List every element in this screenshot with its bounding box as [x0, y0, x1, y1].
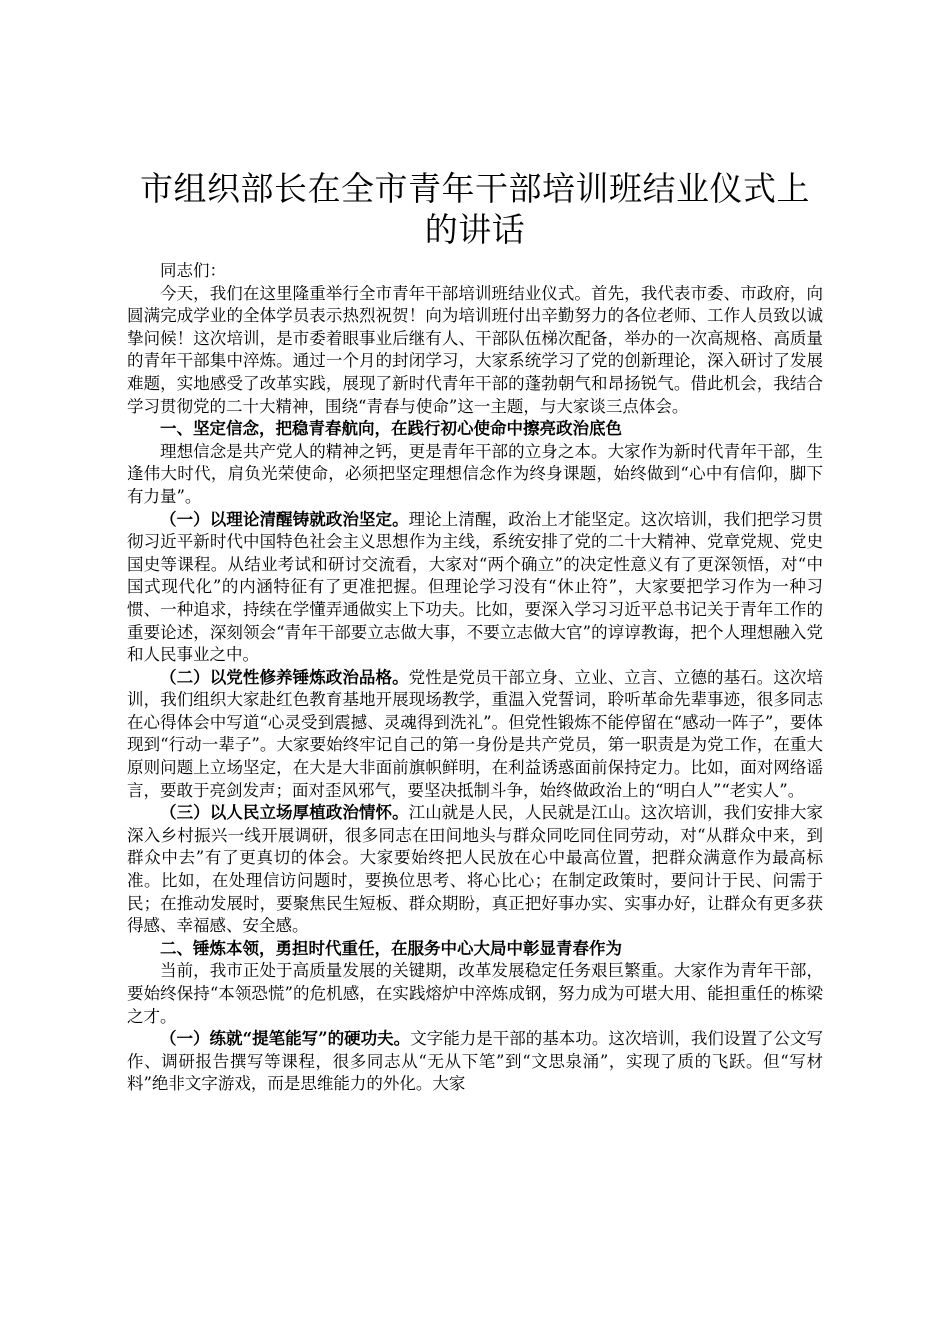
section-1-heading: 一、坚定信念，把稳青春航向，在践行初心使命中擦亮政治底色	[160, 419, 622, 439]
section-2-intro: 当前，我市正处于高质量发展的关键期，改革发展稳定任务艰巨繁重。大家作为青年干部，要始终保持“本领恐慌”的危机感，在实践熔炉中淬炼成钢，努力成为可堪大用、能担重任的栋梁之才。	[127, 961, 823, 1026]
section-1-paragraph-2-text: 党性是党员干部立身、立业、立言、立德的基石。这次培训，我们组织大家赴红色教育基地开展现场教学，重温入党誓词，聆听革命先辈事迹，很多同志在心得体会中写道“心灵受到震撼、灵魂得到洗礼”。但党性锻炼不能停留在“感动一阵子”，要体现到“行动一辈子”。大家要始终牢记自己的第一身份是共产党员，第一职责是为党工作，在重大原则问题上立场坚定，在大是大非面前旗帜鲜明，在利益诱惑面前保持定力。比如，面对网络谣言，要敢于亮剑发声；面对歪风邪气，要坚决抵制斗争，始终做政治上的“明白人”“老实人”。	[127, 667, 824, 800]
section-2-paragraph-1-lead: （一）练就“提笔能写”的硬功夫。	[160, 1029, 411, 1049]
section-1-paragraph-2-lead: （二）以党性修养锤炼政治品格。	[160, 667, 409, 687]
section-1-paragraph-3-text: 江山就是人民，人民就是江山。这次培训，我们安排大家深入乡村振兴一线开展调研，很多同志在田间地头与群众同吃同住同劳动，对“从群众中来，到群众中去”有了更真切的体会。大家要始终把人民放在心中最高位置，把群众满意作为最高标准。比如，在处理信访问题时，要换位思考、将心比心；在制定政策时，要问计于民、问需于民；在推动发展时，要聚焦民生短板、群众期盼，真正把好事办实、实事办好，让群众有更多获得感、幸福感、安全感。	[127, 803, 824, 936]
section-2-paragraph-1-text: 文字能力是干部的基本功。这次培训，我们设置了公文写作、调研报告撰写等课程，很多同志从“无从下笔”到“文思泉涌”，实现了质的飞跃。但“写材料”绝非文字游戏，而是思维能力的外化。大家	[127, 1029, 823, 1094]
section-2-paragraph-1	[127, 1028, 823, 1096]
intro-paragraph: 今天，我们在这里隆重举行全市青年干部培训班结业仪式。首先，我代表市委、市政府，向圆满完成学业的全体学员表示热烈祝贺！向为培训班付出辛勤努力的各位老师、工作人员致以诚挚问候！这次培训，是市委着眼事业后继有人、干部队伍梯次配备，举办的一次高规格、高质量的青年干部集中淬炼。通过一个月的封闭学习，大家系统学习了党的创新理论，深入研讨了发展难题，实地感受了改革实践，展现了新时代青年干部的蓬勃朝气和昂扬锐气。借此机会，我结合学习贯彻党的二十大精神，围绕“青春与使命”这一主题，与大家谈三点体会。	[127, 283, 823, 416]
salutation: 同志们：	[160, 261, 226, 280]
section-1-paragraph-3	[127, 802, 823, 938]
section-1-paragraph-1-text: 理论上清醒，政治上才能坚定。这次培训，我们把学习贯彻习近平新时代中国特色社会主义思想作为主线，系统安排了党的二十大精神、党章党规、党史国史等课程。从结业考试和研讨交流看，大家对“两个确立”的决定性意义有了更深领悟，对“中国式现代化”的内涵特征有了更准把握。但理论学习没有“休止符”，大家要把学习作为一种习惯、一种追求，持续在学懂弄通做实上下功夫。比如，要深入学习习近平总书记关于青年工作的重要论述，深刻领会“青年干部要立志做大事，不要立志做大官”的谆谆教诲，把个人理想融入党和人民事业之中。	[127, 509, 824, 665]
section-1-paragraph-2	[127, 667, 823, 803]
document-body	[127, 260, 823, 1096]
document-page	[127, 168, 823, 1096]
section-1-paragraph-1-lead: （一）以理论清醒铸就政治坚定。	[160, 509, 409, 529]
section-1-intro: 理想信念是共产党人的精神之钙，更是青年干部的立身之本。大家作为新时代青年干部，生逢伟大时代，肩负光荣使命，必须把坚定理想信念作为终身课题，始终做到“心中有信仰，脚下有力量”。	[127, 441, 823, 506]
document-title: 市组织部长在全市青年干部培训班结业仪式上的讲话	[140, 169, 810, 249]
section-1-paragraph-3-lead: （三）以人民立场厚植政治情怀。	[160, 803, 409, 823]
section-2-heading: 二、锤炼本领，勇担时代重任，在服务中心大局中彰显青春作为	[160, 938, 622, 958]
section-1-paragraph-1	[127, 509, 823, 667]
